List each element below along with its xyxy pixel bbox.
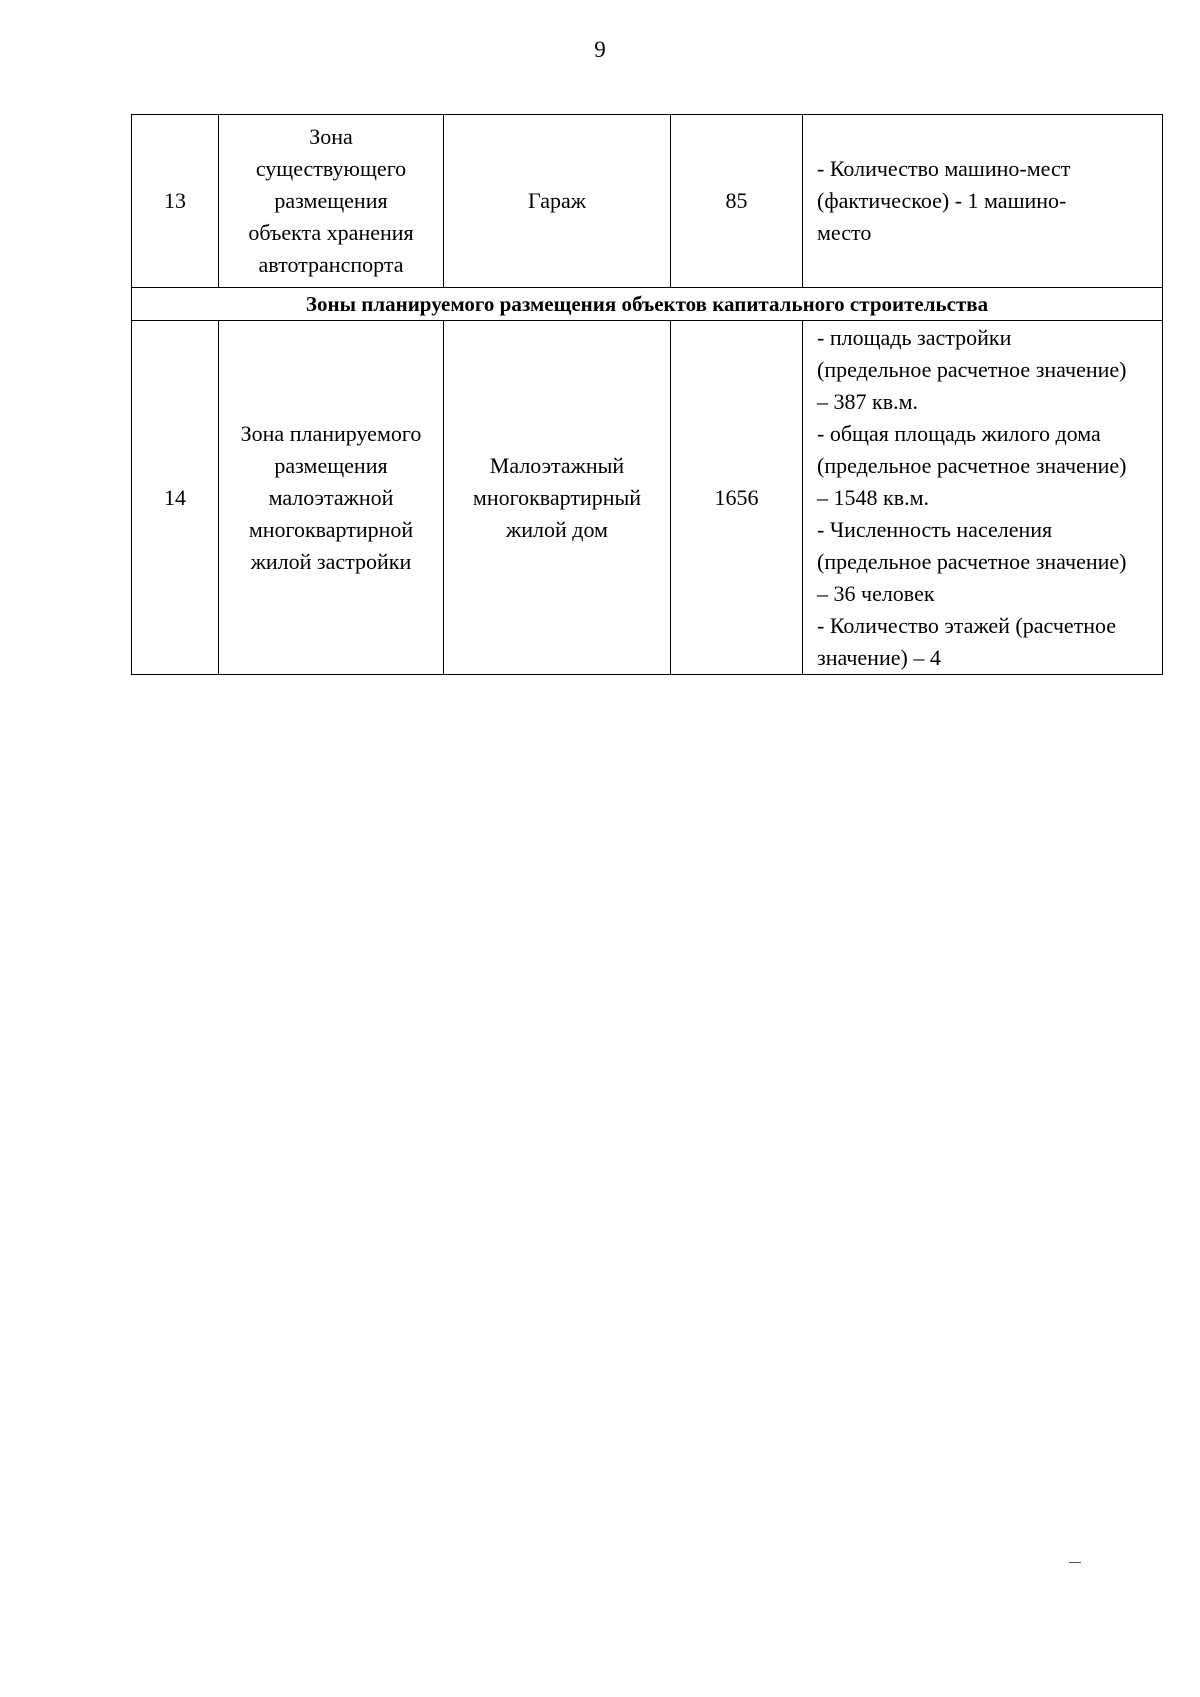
zone-name-cell — [219, 321, 444, 675]
zone-name-line: размещения — [274, 452, 388, 478]
parameter-line: - Количество этажей (расчетное — [817, 612, 1117, 638]
zone-name-line: малоэтажной — [268, 484, 394, 510]
zone-name-line: Зона — [309, 124, 353, 149]
zone-name-line: многоквартирной — [248, 516, 414, 542]
parameter-line: место — [817, 220, 872, 245]
table-row — [132, 115, 1163, 288]
zone-name-line: жилой застройки — [250, 548, 412, 574]
parameter-line: - общая площадь жилого дома — [817, 420, 1101, 446]
section-header: Зоны планируемого размещения объектов капитального строительства — [132, 288, 1163, 321]
parameter-line: - Численность населения — [817, 516, 1053, 542]
object-type-line: жилой дом — [506, 516, 608, 542]
parameter-line: (предельное расчетное значение) — [817, 452, 1127, 478]
zone-name-line: автотранспорта — [258, 252, 404, 277]
parameter-line: (предельное расчетное значение) — [817, 356, 1127, 382]
object-type-cell: Гараж — [444, 115, 671, 288]
value-cell: 85 — [671, 115, 803, 288]
row-number-cell: 13 — [132, 115, 219, 288]
parameter-line: – 387 кв.м. — [817, 388, 918, 414]
section-header-row — [132, 288, 1163, 321]
row-number-cell: 14 — [132, 321, 219, 675]
footer-dash-mark — [1069, 1562, 1081, 1563]
object-type-line: многоквартирный — [472, 484, 642, 510]
parameter-line: значение) – 4 — [817, 644, 941, 670]
parameter-line: – 1548 кв.м. — [817, 484, 929, 510]
zone-name-line: размещения — [274, 188, 388, 213]
parameter-line: - Количество машино-мест — [817, 156, 1071, 181]
zone-name-line: Зона планируемого — [240, 420, 422, 446]
page-number: 9 — [594, 37, 606, 62]
zone-name-cell — [219, 115, 444, 288]
parameter-line: (фактическое) - 1 машино- — [817, 188, 1067, 213]
value-cell: 1656 — [671, 321, 803, 675]
zone-name-line: существующего — [255, 156, 407, 181]
zones-table — [131, 114, 1163, 675]
parameter-line: (предельное расчетное значение) — [817, 548, 1127, 574]
object-type-cell — [444, 321, 671, 675]
parameter-line: – 36 человек — [817, 580, 935, 606]
parameter-line: - площадь застройки — [817, 324, 1012, 350]
parameters-cell — [803, 321, 1163, 675]
zone-name-line: объекта хранения — [248, 220, 414, 245]
table-row — [132, 321, 1163, 675]
object-type-line: Малоэтажный — [489, 452, 625, 478]
parameters-cell — [803, 115, 1163, 288]
